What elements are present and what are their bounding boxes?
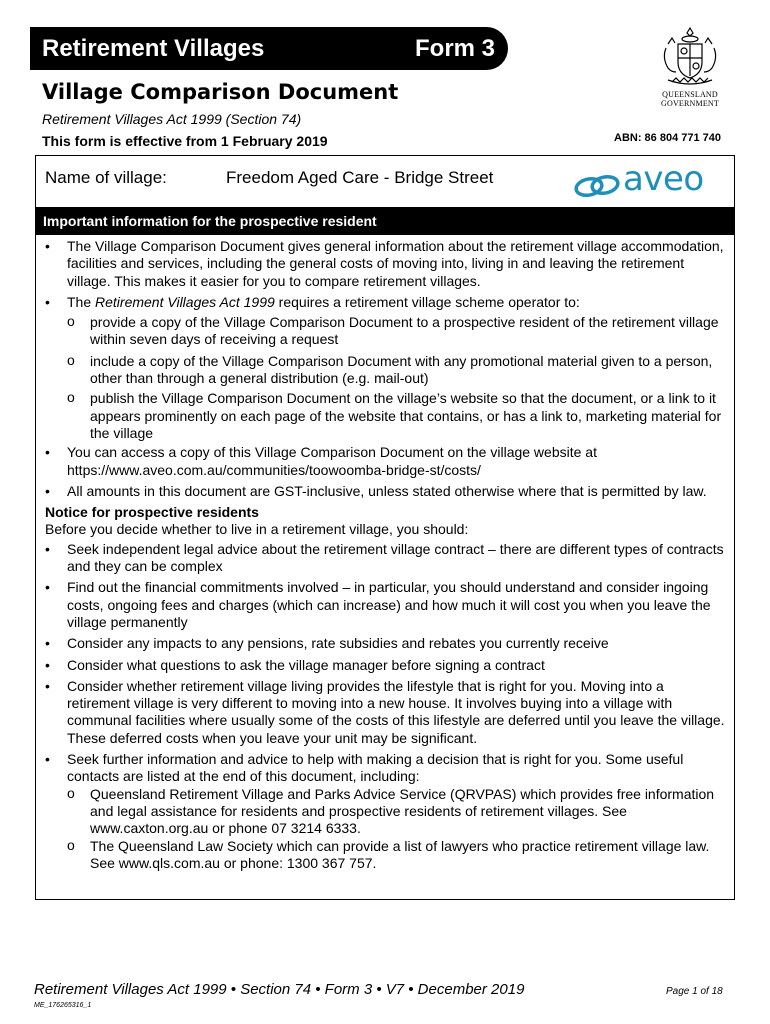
list-item: • All amounts in this document are GST-inclusive, unless stated otherwise where that is permitted by law. [45, 482, 707, 499]
notice-intro: Before you decide whether to live in a retirement village, you should: [45, 521, 469, 538]
page-number: Page 1 of 18 [666, 986, 723, 997]
act-reference: Retirement Villages Act 1999 (Section 74) [42, 111, 302, 127]
list-item: • Consider whether retirement village living provides the lifestyle that is right for you. Moving into a retirement village is very different to moving into a new house. It involves buying into a village with communal facilities where usually some of the costs of this lifestyle are deferred until you leave the village. These deferred costs when you leave your unit may be significant. [45, 677, 725, 746]
queensland-government-logo [650, 26, 730, 110]
sub-list-item: o include a copy of the Village Comparison Document with any promotional material given to a person, other than through a general distribution (e.g. mail-out) [67, 351, 713, 387]
gov-line-government: GOVERNMENT [661, 99, 719, 108]
list-item: • Seek independent legal advice about the retirement village contract – there are different types of contracts and they can be complex [45, 540, 724, 575]
list-item: • The Village Comparison Document gives general information about the retirement village accommodation, facilities and services, including the general costs of moving into, living in and leaving the retirement village. This makes it easier for you to compare retirement villages. [45, 238, 724, 289]
list-item: • Consider what questions to ask the village manager before signing a contract [45, 656, 545, 673]
list-item: • Consider any impacts to any pensions, rate subsidies and rebates you currently receive [45, 635, 609, 652]
bullet-marker: • [45, 482, 50, 499]
coat-of-arms-icon [658, 26, 722, 88]
sub-list-item: o Queensland Retirement Village and Parks Advice Service (QRVPAS) which provides free information and legal assistance for residents and prospective residents of retirement villages. See www.caxton.org.au or phone 07 3214 6333. [67, 784, 715, 837]
bullet-marker: • [45, 540, 50, 557]
list-item: • The Retirement Villages Act 1999 requires a retirement village scheme operator to: [45, 293, 580, 310]
gov-line-queensland: QUEENSLAND [662, 90, 718, 99]
sub-bullet-marker: o [67, 836, 75, 853]
notice-heading: Notice for prospective residents [45, 504, 259, 521]
bullet-marker: • [45, 293, 50, 310]
sub-bullet-marker: o [67, 389, 75, 406]
aveo-swoosh-icon [573, 169, 623, 205]
village-name-label: Name of village: [45, 168, 167, 187]
important-info-heading-bar [36, 207, 734, 235]
document-reference: ME_176265316_1 [34, 1002, 92, 1009]
sub-bullet-marker: o [67, 351, 75, 368]
main-content [45, 238, 725, 872]
sub-list-item: o publish the Village Comparison Document on the village’s website so that the document, or a link to it appears prominently on each page of the website that contains, or has a link to, marketing material for the village [67, 389, 722, 441]
sub-bullet-marker: o [67, 784, 75, 801]
banner-form-number: Form 3 [415, 35, 496, 62]
form-banner [30, 27, 508, 70]
list-item [45, 444, 725, 479]
document-title: Village Comparison Document [42, 80, 399, 104]
bullet-marker: • [45, 444, 50, 461]
bullet-marker: • [45, 238, 50, 254]
bullet-marker: • [45, 656, 50, 673]
village-website-text: You can access a copy of this Village Comparison Document on the village website at https://www.aveo.com.au/communities/toowoomba-bridge-st/costs/ [67, 444, 597, 478]
list-item: • Find out the financial commitments involved – in particular, you should understand and consider ingoing costs, ongoing fees and charges (which can increase) and how much it will cost you when you leave the village permanently [45, 579, 711, 630]
sub-bullet-marker: o [67, 313, 75, 330]
bullet-marker: • [45, 677, 50, 694]
aveo-logo-text: aveo [623, 159, 704, 199]
village-name-value: Freedom Aged Care - Bridge Street [226, 168, 494, 187]
abn-number: ABN: 86 804 771 740 [614, 132, 722, 144]
banner-title: Retirement Villages [42, 35, 265, 62]
footer-text: Retirement Villages Act 1999 • Section 74 • Form 3 • V7 • December 2019 [34, 981, 525, 998]
bullet-marker: • [45, 579, 50, 596]
effective-date: This form is effective from 1 February 2019 [42, 133, 328, 149]
aveo-logo [573, 159, 723, 208]
sub-list-item: o The Queensland Law Society which can provide a list of lawyers who practice retirement village law. See www.qls.com.au or phone: 1300 367 757. [67, 836, 710, 871]
list-item: • Seek further information and advice to help with making a decision that is right for you. Some useful contacts are listed at the end of this document, including: [45, 751, 684, 785]
sub-list-item: o provide a copy of the Village Comparison Document to a prospective resident of the retirement village within seven days of receiving a request [67, 313, 719, 348]
bullet-marker: • [45, 635, 50, 652]
act-name-italic: Retirement Villages Act 1999 [95, 293, 275, 310]
important-info-heading: Important information for the prospective resident [43, 213, 377, 229]
bullet-marker: • [45, 751, 50, 768]
